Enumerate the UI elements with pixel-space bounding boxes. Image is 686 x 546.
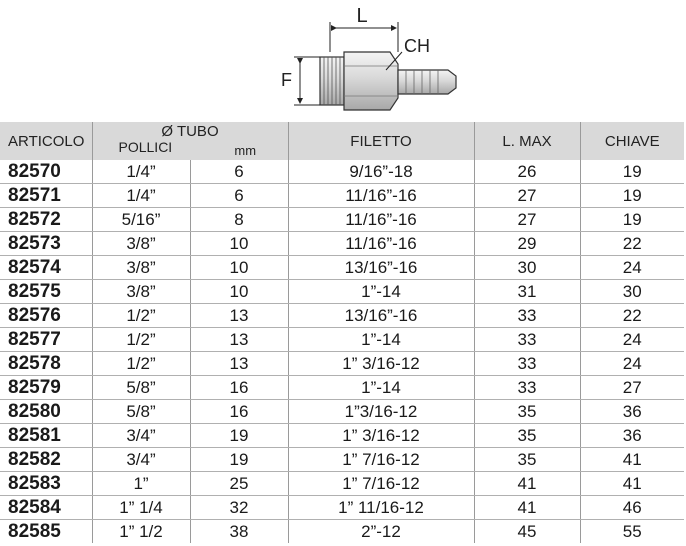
cell-filetto: 1” 11/16-12 bbox=[288, 496, 474, 520]
cell-lmax: 33 bbox=[474, 352, 580, 376]
cell-lmax: 27 bbox=[474, 184, 580, 208]
cell-mm: 13 bbox=[190, 304, 288, 328]
cell-articolo: 82578 bbox=[0, 352, 92, 376]
cell-pollici: 5/16” bbox=[92, 208, 190, 232]
cell-chiave: 41 bbox=[580, 472, 684, 496]
cell-chiave: 55 bbox=[622, 521, 642, 541]
cell-pollici: 3/4” bbox=[92, 448, 190, 472]
cell-mm: 16 bbox=[190, 376, 288, 400]
header-pollici: POLLICI bbox=[118, 139, 173, 155]
cell-filetto: 13/16”-16 bbox=[288, 256, 474, 280]
cell-articolo: 82582 bbox=[0, 448, 92, 472]
cell-lmax: 31 bbox=[474, 280, 580, 304]
cell-chiave: 24 bbox=[580, 256, 684, 280]
cell-pollici: 1” 1/4 bbox=[92, 496, 190, 520]
cell-lmax: 33 bbox=[474, 328, 580, 352]
cell-filetto: 13/16”-16 bbox=[288, 304, 474, 328]
cell-lmax: 30 bbox=[474, 256, 580, 280]
table-row bbox=[0, 400, 684, 424]
table-row bbox=[0, 496, 684, 520]
cell-articolo: 82571 bbox=[0, 184, 92, 208]
cell-chiave: 46 bbox=[580, 496, 684, 520]
dimension-l-label: L bbox=[356, 5, 368, 27]
cell-mm: 19 bbox=[190, 448, 288, 472]
table-row bbox=[0, 448, 684, 472]
cell-articolo: 82580 bbox=[0, 400, 92, 424]
cell-lmax: 33 bbox=[474, 376, 580, 400]
table-row bbox=[0, 184, 684, 208]
cell-chiave: 36 bbox=[580, 400, 684, 424]
cell-filetto: 1” 7/16-12 bbox=[288, 472, 474, 496]
dimension-ch-label: CH bbox=[404, 36, 430, 56]
header-tubo bbox=[92, 122, 288, 160]
cell-chiave: 41 bbox=[580, 448, 684, 472]
cell-filetto: 11/16”-16 bbox=[288, 184, 474, 208]
cell-filetto: 2”-12 bbox=[288, 520, 474, 544]
cell-filetto: 1”-14 bbox=[288, 328, 474, 352]
table-row bbox=[0, 424, 684, 448]
cell-lmax: 35 bbox=[474, 400, 580, 424]
cell-lmax: 41 bbox=[474, 472, 580, 496]
cell-pollici: 1” bbox=[92, 472, 190, 496]
cell-pollici: 5/8” bbox=[92, 376, 190, 400]
cell-pollici: 3/8” bbox=[92, 280, 190, 304]
table-row bbox=[0, 472, 684, 496]
cell-mm: 16 bbox=[190, 400, 288, 424]
table-row bbox=[0, 304, 684, 328]
cell-chiave: 22 bbox=[580, 232, 684, 256]
header-filetto: FILETTO bbox=[288, 122, 474, 160]
cell-pollici: 1/2” bbox=[92, 352, 190, 376]
table-row bbox=[0, 232, 684, 256]
cell-filetto: 11/16”-16 bbox=[288, 232, 474, 256]
table-row bbox=[0, 520, 684, 544]
table-row bbox=[0, 280, 684, 304]
cell-mm: 19 bbox=[190, 424, 288, 448]
table-row bbox=[0, 256, 684, 280]
cell-filetto: 1”-14 bbox=[288, 280, 474, 304]
cell-lmax: 35 bbox=[474, 448, 580, 472]
cell-mm: 32 bbox=[190, 496, 288, 520]
cell-articolo: 82573 bbox=[0, 232, 92, 256]
cell-chiave: 19 bbox=[580, 184, 684, 208]
cell-chiave: 24 bbox=[580, 328, 684, 352]
cell-filetto: 11/16”-16 bbox=[288, 208, 474, 232]
cell-pollici: 1/4” bbox=[92, 184, 190, 208]
cell-pollici: 5/8” bbox=[92, 400, 190, 424]
cell-mm: 10 bbox=[190, 280, 288, 304]
cell-chiave: 22 bbox=[580, 304, 684, 328]
cell-filetto: 1”-14 bbox=[288, 376, 474, 400]
cell-filetto: 1” 3/16-12 bbox=[288, 424, 474, 448]
cell-mm: 8 bbox=[190, 208, 288, 232]
cell-pollici: 1/2” bbox=[92, 328, 190, 352]
header-articolo: ARTICOLO bbox=[0, 122, 92, 160]
cell-mm: 13 bbox=[190, 328, 288, 352]
cell-pollici: 1/2” bbox=[92, 304, 190, 328]
cell-chiave: 24 bbox=[580, 352, 684, 376]
cell-mm: 10 bbox=[190, 232, 288, 256]
cell-pollici: 3/8” bbox=[92, 256, 190, 280]
table-row bbox=[0, 376, 684, 400]
cell-filetto: 1” 3/16-12 bbox=[288, 352, 474, 376]
dimension-f-label: F bbox=[281, 70, 292, 90]
cell-filetto: 1”3/16-12 bbox=[288, 400, 474, 424]
header-lmax: L. MAX bbox=[474, 122, 580, 160]
cell-filetto: 9/16”-18 bbox=[288, 160, 474, 184]
table-row bbox=[0, 328, 684, 352]
cell-lmax: 41 bbox=[474, 496, 580, 520]
cell-articolo: 82575 bbox=[0, 280, 92, 304]
fitting-body bbox=[320, 52, 456, 110]
cell-lmax: 26 bbox=[474, 160, 580, 184]
cell-chiave: 19 bbox=[580, 160, 684, 184]
cell-lmax: 33 bbox=[474, 304, 580, 328]
cell-articolo: 82574 bbox=[0, 256, 92, 280]
cell-mm: 10 bbox=[190, 256, 288, 280]
cell-lmax: 45 bbox=[474, 520, 580, 544]
header-row bbox=[0, 122, 684, 160]
cell-pollici: 1” 1/2 bbox=[92, 520, 190, 544]
cell-articolo: 82584 bbox=[0, 496, 92, 520]
cell-chiave: 36 bbox=[580, 424, 684, 448]
cell-articolo: 82570 bbox=[0, 160, 92, 184]
cell-articolo: 82585 bbox=[0, 520, 92, 544]
cell-lmax: 29 bbox=[474, 232, 580, 256]
cell-mm: 38 bbox=[190, 520, 288, 544]
cell-mm: 25 bbox=[190, 472, 288, 496]
cell-articolo: 82583 bbox=[0, 472, 92, 496]
cell-pollici: 3/8” bbox=[92, 232, 190, 256]
cell-pollici: 3/4” bbox=[92, 424, 190, 448]
cell-articolo: 82577 bbox=[0, 328, 92, 352]
header-mm: mm bbox=[234, 143, 257, 158]
cell-articolo: 82579 bbox=[0, 376, 92, 400]
fitting-drawing bbox=[0, 0, 686, 122]
cell-chiave: 27 bbox=[580, 376, 684, 400]
header-tubo-title: Ø TUBO bbox=[161, 123, 219, 140]
cell-chiave: 19 bbox=[580, 208, 684, 232]
cell-mm: 6 bbox=[190, 160, 288, 184]
cell-lmax: 35 bbox=[474, 424, 580, 448]
product-table bbox=[0, 122, 684, 543]
cell-mm: 13 bbox=[190, 352, 288, 376]
dimension-f bbox=[294, 57, 320, 105]
table-row bbox=[0, 208, 684, 232]
cell-articolo: 82576 bbox=[0, 304, 92, 328]
header-chiave: CHIAVE bbox=[604, 132, 660, 150]
cell-pollici: 1/4” bbox=[92, 160, 190, 184]
cell-chiave: 30 bbox=[580, 280, 684, 304]
cell-mm: 6 bbox=[190, 184, 288, 208]
cell-filetto: 1” 7/16-12 bbox=[288, 448, 474, 472]
table-row bbox=[0, 160, 684, 184]
cell-articolo: 82572 bbox=[0, 208, 92, 232]
cell-articolo: 82581 bbox=[0, 424, 92, 448]
table-row bbox=[0, 352, 684, 376]
cell-lmax: 27 bbox=[474, 208, 580, 232]
